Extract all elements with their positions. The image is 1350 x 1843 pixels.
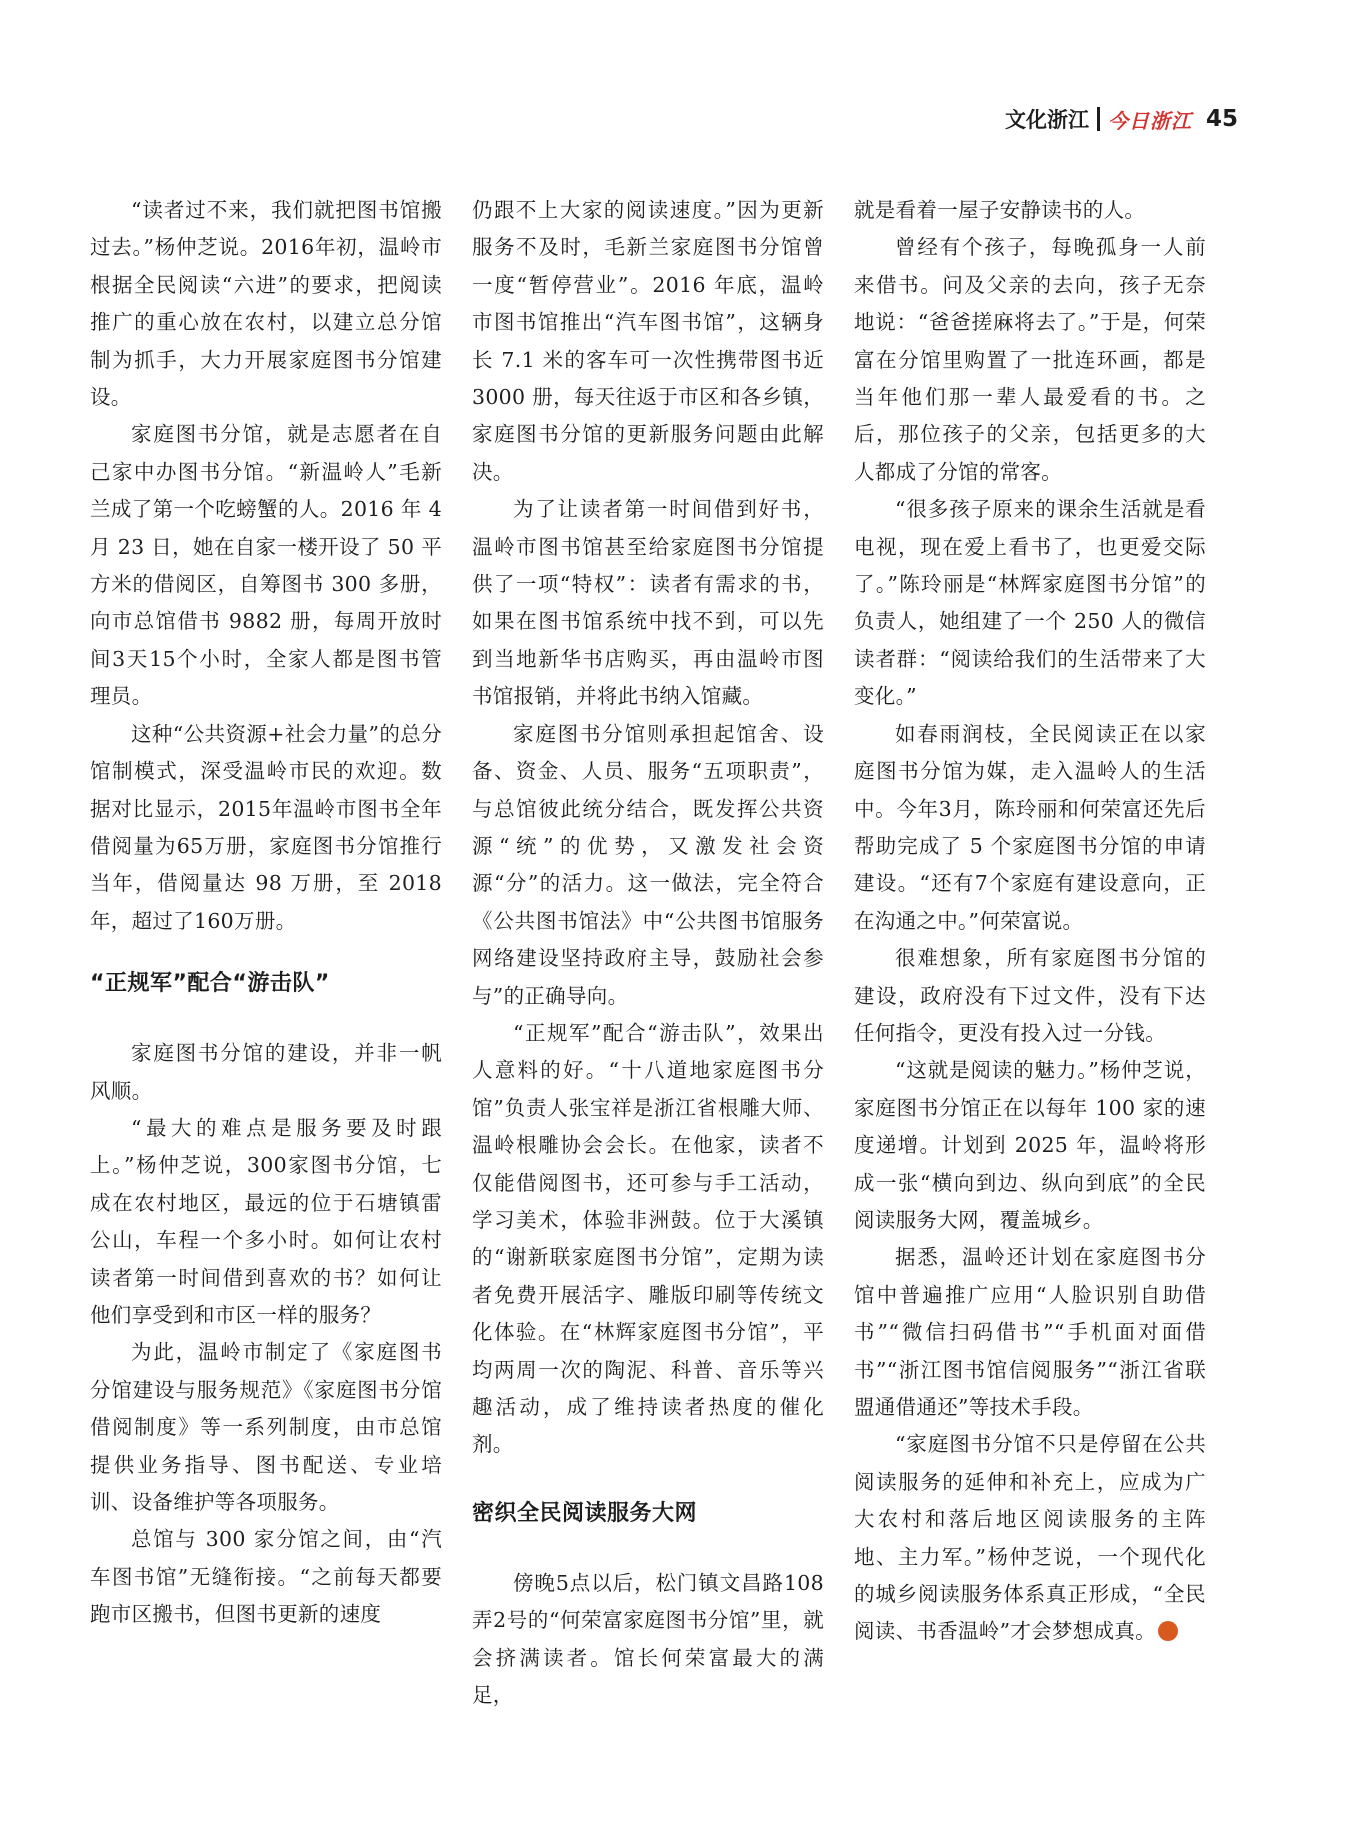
paragraph: 这种“公共资源+社会力量”的总分馆制模式，深受温岭市民的欢迎。数据对比显示，2015年温岭市图书全年借阅量为65万册，家庭图书分馆推行当年，借阅量达 98 万册，至 2018 年，超过了160万册。 xyxy=(90,721,442,933)
page-number: 45 xyxy=(1205,106,1238,132)
paragraph: 曾经有个孩子，每晚孤身一人前来借书。问及父亲的去向，孩子无奈地说：“爸爸搓麻将去了。”于是，何荣富在分馆里购置了一批连环画，都是当年他们那一辈人最爱看的书。之后，那位孩子的父亲，包括更多的大人都成了分馆的常客。 xyxy=(854,235,1206,484)
paragraph: “很多孩子原来的课余生活就是看电视，现在爱上看书了，也更爱交际了。”陈玲丽是“林辉家庭图书分馆”的负责人，她组建了一个 250 人的微信读者群：“阅读给我们的生活带来了大变化。” xyxy=(854,497,1206,709)
section-heading: 密织全民阅读服务大网 xyxy=(472,1500,698,1526)
paragraph: 为了让读者第一时间借到好书，温岭市图书馆甚至给家庭图书分馆提供了一项“特权”：读者有需求的书，如果在图书馆系统中找不到，可以先到当地新华书店购买，再由温岭市图书馆报销，并将此书纳入馆藏。 xyxy=(472,497,824,709)
section-heading: “正规军”配合“游击队” xyxy=(90,971,330,997)
paragraph: 很难想象，所有家庭图书分馆的建设，政府没有下过文件，没有下达任何指令，更没有投入过一分钱。 xyxy=(854,946,1206,1045)
article-column-1 xyxy=(90,192,442,1634)
paragraph: 据悉，温岭还计划在家庭图书分馆中普遍推广应用“人脸识别自助借书”“微信扫码借书”“手机面对面借书”“浙江图书馆信阅服务”“浙江省联盟通借通还”等技术手段。 xyxy=(854,1245,1206,1419)
page-header xyxy=(1005,104,1238,134)
article-column-2 xyxy=(472,192,824,1714)
paragraph: 如春雨润枝，全民阅读正在以家庭图书分馆为媒，走入温岭人的生活中。今年3月，陈玲丽和何荣富还先后帮助完成了 5 个家庭图书分馆的申请建设。“还有7个家庭有建设意向，正在沟通之中。”何荣富说。 xyxy=(854,721,1206,933)
paragraph-continued: 就是看着一屋子安静读书的人。 xyxy=(854,198,1146,222)
paragraph: “正规军”配合“游击队”，效果出人意料的好。“十八道地家庭图书分馆”负责人张宝祥是浙江省根雕大师、温岭根雕协会会长。在他家，读者不仅能借阅图书，还可参与手工活动，学习美术，体验非洲鼓。位于大溪镇的“谢新联家庭图书分馆”，定期为读者免费开展活字、雕版印刷等传统文化体验。在“林辉家庭图书分馆”，平均两周一次的陶泥、科普、音乐等兴趣活动，成了维持读者热度的催化剂。 xyxy=(472,1020,824,1457)
paragraph-continued: 仍跟不上大家的阅读速度。”因为更新服务不及时，毛新兰家庭图书分馆曾一度“暂停营业”。2016 年底，温岭市图书馆推出“汽车图书馆”，这辆身长 7.1 米的客车可一次性携带图书近3000 册，每天往返于市区和各乡镇，家庭图书分馆的更新服务问题由此解决。 xyxy=(472,198,824,484)
paragraph: 家庭图书分馆则承担起馆舍、设备、资金、人员、服务“五项职责”，与总馆彼此统分结合，既发挥公共资源“统”的优势，又激发社会资源“分”的活力。这一做法，完全符合《公共图书馆法》中“公共图书馆服务网络建设坚持政府主导，鼓励社会参与”的正确导向。 xyxy=(472,721,824,1008)
article-column-3 xyxy=(854,192,1206,1651)
paragraph: “最大的难点是服务要及时跟上。”杨仲芝说，300家图书分馆，七成在农村地区，最远的位于石塘镇雷公山，车程一个多小时。如何让农村读者第一时间借到喜欢的书？如何让他们享受到和市区一样的服务？ xyxy=(90,1115,442,1327)
paragraph-final xyxy=(854,1426,1206,1650)
paragraph: 总馆与 300 家分馆之间，由“汽车图书馆”无缝衔接。“之前每天都要跑市区搬书，但图书更新的速度 xyxy=(90,1527,442,1627)
paragraph: “读者过不来，我们就把图书馆搬过去。”杨仲芝说。2016年初，温岭市根据全民阅读“六进”的要求，把阅读推广的重心放在农村，以建立总分馆制为抓手，大力开展家庭图书分馆建设。 xyxy=(90,198,442,410)
paragraph: 傍晚5点以后，松门镇文昌路108弄2号的“何荣富家庭图书分馆”里，就会挤满读者。馆长何荣富最大的满足， xyxy=(472,1570,824,1708)
paragraph: 为此，温岭市制定了《家庭图书分馆建设与服务规范》《家庭图书分馆借阅制度》等一系列制度，由市总馆提供业务指导、图书配送、专业培训、设备维护等各项服务。 xyxy=(90,1340,442,1514)
paragraph: 家庭图书分馆的建设，并非一帆风顺。 xyxy=(90,1041,442,1103)
magazine-brand-logo: 今日浙江 xyxy=(1107,108,1192,133)
paragraph: “这就是阅读的魅力。”杨仲芝说，家庭图书分馆正在以每年 100 家的速度递增。计划到 2025 年，温岭将形成一张“横向到边、纵向到底”的全民阅读服务大网，覆盖城乡。 xyxy=(854,1058,1206,1232)
end-mark-icon xyxy=(1158,1621,1178,1641)
paragraph: 家庭图书分馆，就是志愿者在自己家中办图书分馆。“新温岭人”毛新兰成了第一个吃螃蟹的人。2016 年 4 月 23 日，她在自家一楼开设了 50 平方米的借阅区，自筹图书 300 多册，向市总馆借书 9882 册，每周开放时间3天15个小时，全家人都是图书管理员。 xyxy=(90,422,442,709)
final-paragraph-text: “家庭图书分馆不只是停留在公共阅读服务的延伸和补充上，应成为广大农村和落后地区阅读服务的主阵地、主力军。”杨仲芝说，一个现代化的城乡阅读服务体系真正形成，“全民阅读、书香温岭”才会梦想成真。 xyxy=(854,1432,1206,1644)
section-title: 文化浙江 xyxy=(1004,108,1089,132)
header-divider xyxy=(1097,107,1100,131)
